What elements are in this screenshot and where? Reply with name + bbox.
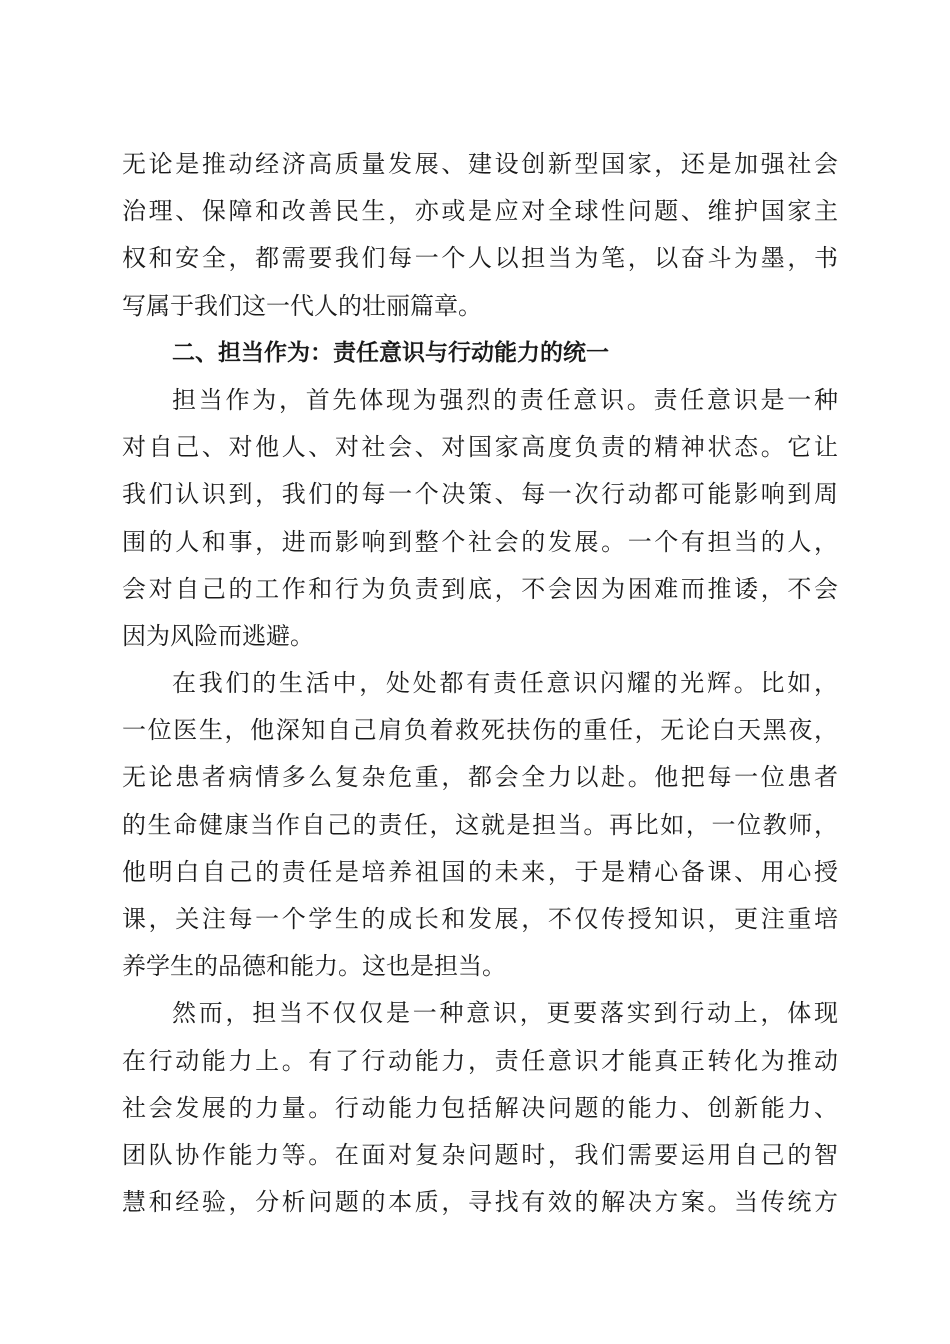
paragraph-1 — [122, 141, 838, 330]
text-line: 因为风险而逃避。 — [122, 621, 314, 650]
text-line: 课，关注每一个学生的成长和发展，不仅传授知识，更注重培 — [122, 905, 838, 933]
text-line: 在行动能力上。有了行动能力，责任意识才能真正转化为推动 — [122, 1046, 838, 1075]
section-heading: 二、担当作为：责任意识与行动能力的统一 — [172, 339, 609, 366]
text-line: 治理、保障和改善民生，亦或是应对全球性问题、维护国家主 — [122, 197, 838, 226]
paragraph-4 — [122, 990, 838, 1226]
text-line: 慧和经验，分析问题的本质，寻找有效的解决方案。当传统方 — [122, 1188, 838, 1217]
text-line: 一位医生，他深知自己肩负着救死扶伤的重任，无论白天黑夜， — [122, 716, 838, 745]
text-line: 他明白自己的责任是培养祖国的未来，于是精心备课、用心授 — [122, 857, 838, 886]
text-line: 我们认识到，我们的每一个决策、每一次行动都可能影响到周 — [122, 480, 838, 509]
text-line: 在我们的生活中，处处都有责任意识闪耀的光辉。比如， — [172, 669, 838, 698]
paragraph-3 — [122, 660, 838, 990]
text-line: 写属于我们这一代人的壮丽篇章。 — [122, 291, 482, 320]
text-line: 围的人和事，进而影响到整个社会的发展。一个有担当的人， — [122, 527, 838, 556]
text-line: 担当作为，首先体现为强烈的责任意识。责任意识是一种 — [172, 385, 838, 414]
text-line: 的生命健康当作自己的责任，这就是担当。再比如，一位教师， — [122, 810, 838, 839]
text-line: 权和安全，都需要我们每一个人以担当为笔，以奋斗为墨，书 — [122, 244, 838, 273]
text-line: 团队协作能力等。在面对复杂问题时，我们需要运用自己的智 — [122, 1140, 838, 1169]
text-line: 对自己、对他人、对社会、对国家高度负责的精神状态。它让 — [122, 433, 838, 462]
text-line: 然而，担当不仅仅是一种意识，更要落实到行动上，体现 — [172, 999, 838, 1028]
text-line: 会对自己的工作和行为负责到底，不会因为困难而推诿，不会 — [122, 574, 838, 603]
document-body — [122, 141, 838, 1226]
text-line: 无论患者病情多么复杂危重，都会全力以赴。他把每一位患者 — [122, 763, 838, 792]
text-line: 无论是推动经济高质量发展、建设创新型国家，还是加强社会 — [122, 150, 838, 178]
text-line: 养学生的品德和能力。这也是担当。 — [122, 952, 506, 981]
paragraph-2 — [122, 377, 838, 660]
text-line: 社会发展的力量。行动能力包括解决问题的能力、创新能力、 — [122, 1093, 838, 1122]
